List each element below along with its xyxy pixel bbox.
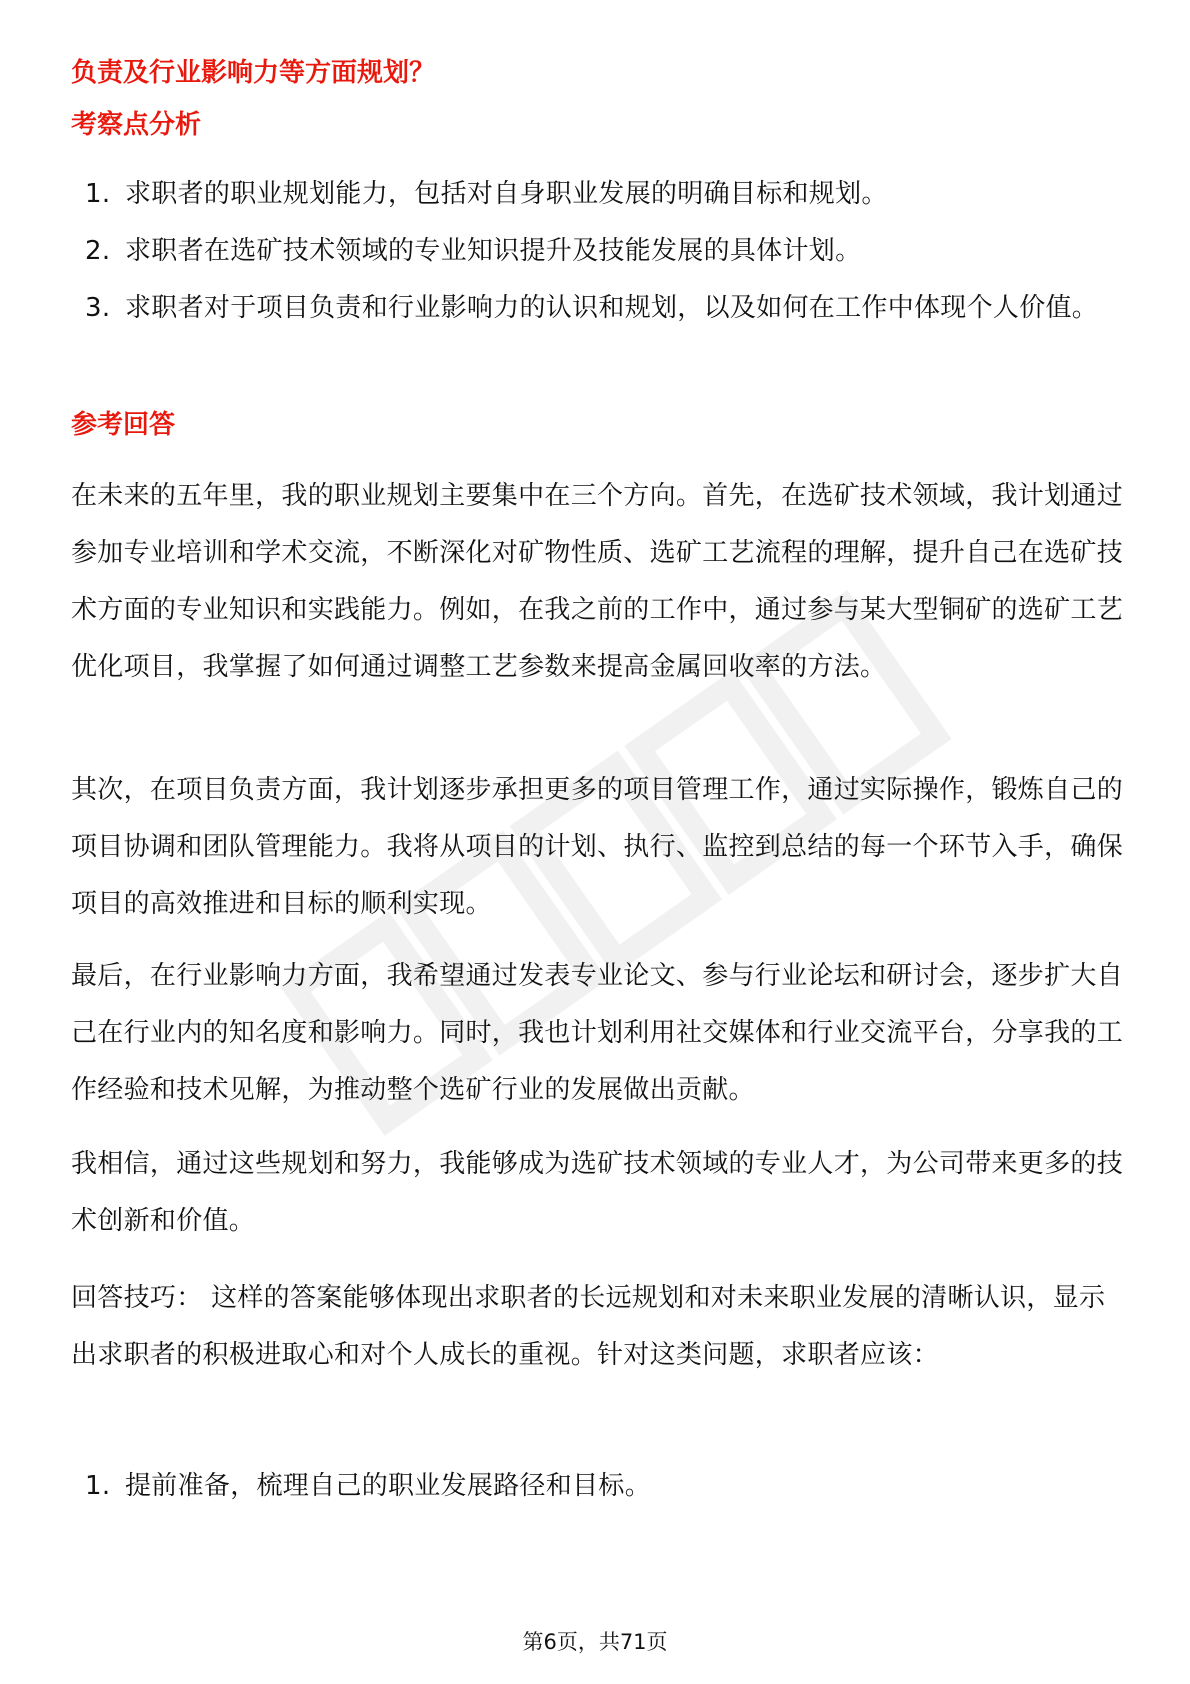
list-item-text: 求职者的职业规划能力，包括对自身职业发展的明确目标和规划。 [125,179,888,209]
answer-paragraph-3: 最后，在行业影响力方面，我希望通过发表专业论文、参与行业论坛和研讨会，逐步扩大自己在行业内的知名度和影响力。同时，我也计划利用社交媒体和行业交流平台，分享我的工作经验和技术见解，为推动整个选矿行业的发展做出贡献。 [71,961,1124,1105]
list-item-number: 3. [85,293,111,323]
page-number: 第6页，共71页 [522,1630,668,1654]
answer-paragraph-4: 我相信，通过这些规划和努力，我能够成为选矿技术领域的专业人才，为公司带来更多的技术创新和价值。 [71,1149,1124,1236]
analysis-heading: 考察点分析 [71,110,202,140]
analysis-list [71,166,1131,337]
list-item [71,280,1131,337]
answer-tips-paragraph: 回答技巧： 这样的答案能够体现出求职者的长远规划和对未来职业发展的清晰认识，显示出求职者的积极进取心和对个人成长的重视。针对这类问题，求职者应该： [71,1283,1106,1370]
list-item-number: 2. [85,236,111,266]
tips-list [71,1458,1131,1515]
list-item-text: 提前准备，梳理自己的职业发展路径和目标。 [125,1471,652,1501]
list-item [71,1458,1131,1515]
list-item-text: 求职者在选矿技术领域的专业知识提升及技能发展的具体计划。 [125,236,862,266]
list-item [71,166,1131,223]
question-tail: 负责及行业影响力等方面规划？ [71,58,436,88]
answer-paragraph-1: 在未来的五年里，我的职业规划主要集中在三个方向。首先，在选矿技术领域，我计划通过参加专业培训和学术交流，不断深化对矿物性质、选矿工艺流程的理解，提升自己在选矿技术方面的专业知识和实践能力。例如，在我之前的工作中，通过参与某大型铜矿的选矿工艺优化项目，我掌握了如何通过调整工艺参数来提高金属回收率的方法。 [71,481,1124,682]
answer-paragraph-2: 其次，在项目负责方面，我计划逐步承担更多的项目管理工作，通过实际操作，锻炼自己的项目协调和团队管理能力。我将从项目的计划、执行、监控到总结的每一个环节入手，确保项目的高效推进和目标的顺利实现。 [71,775,1124,919]
answer-heading: 参考回答 [71,410,176,440]
list-item-number: 1. [85,179,111,209]
list-item-number: 1. [85,1471,111,1501]
list-item-text: 求职者对于项目负责和行业影响力的认识和规划，以及如何在工作中体现个人价值。 [125,293,1099,323]
list-item [71,223,1131,280]
